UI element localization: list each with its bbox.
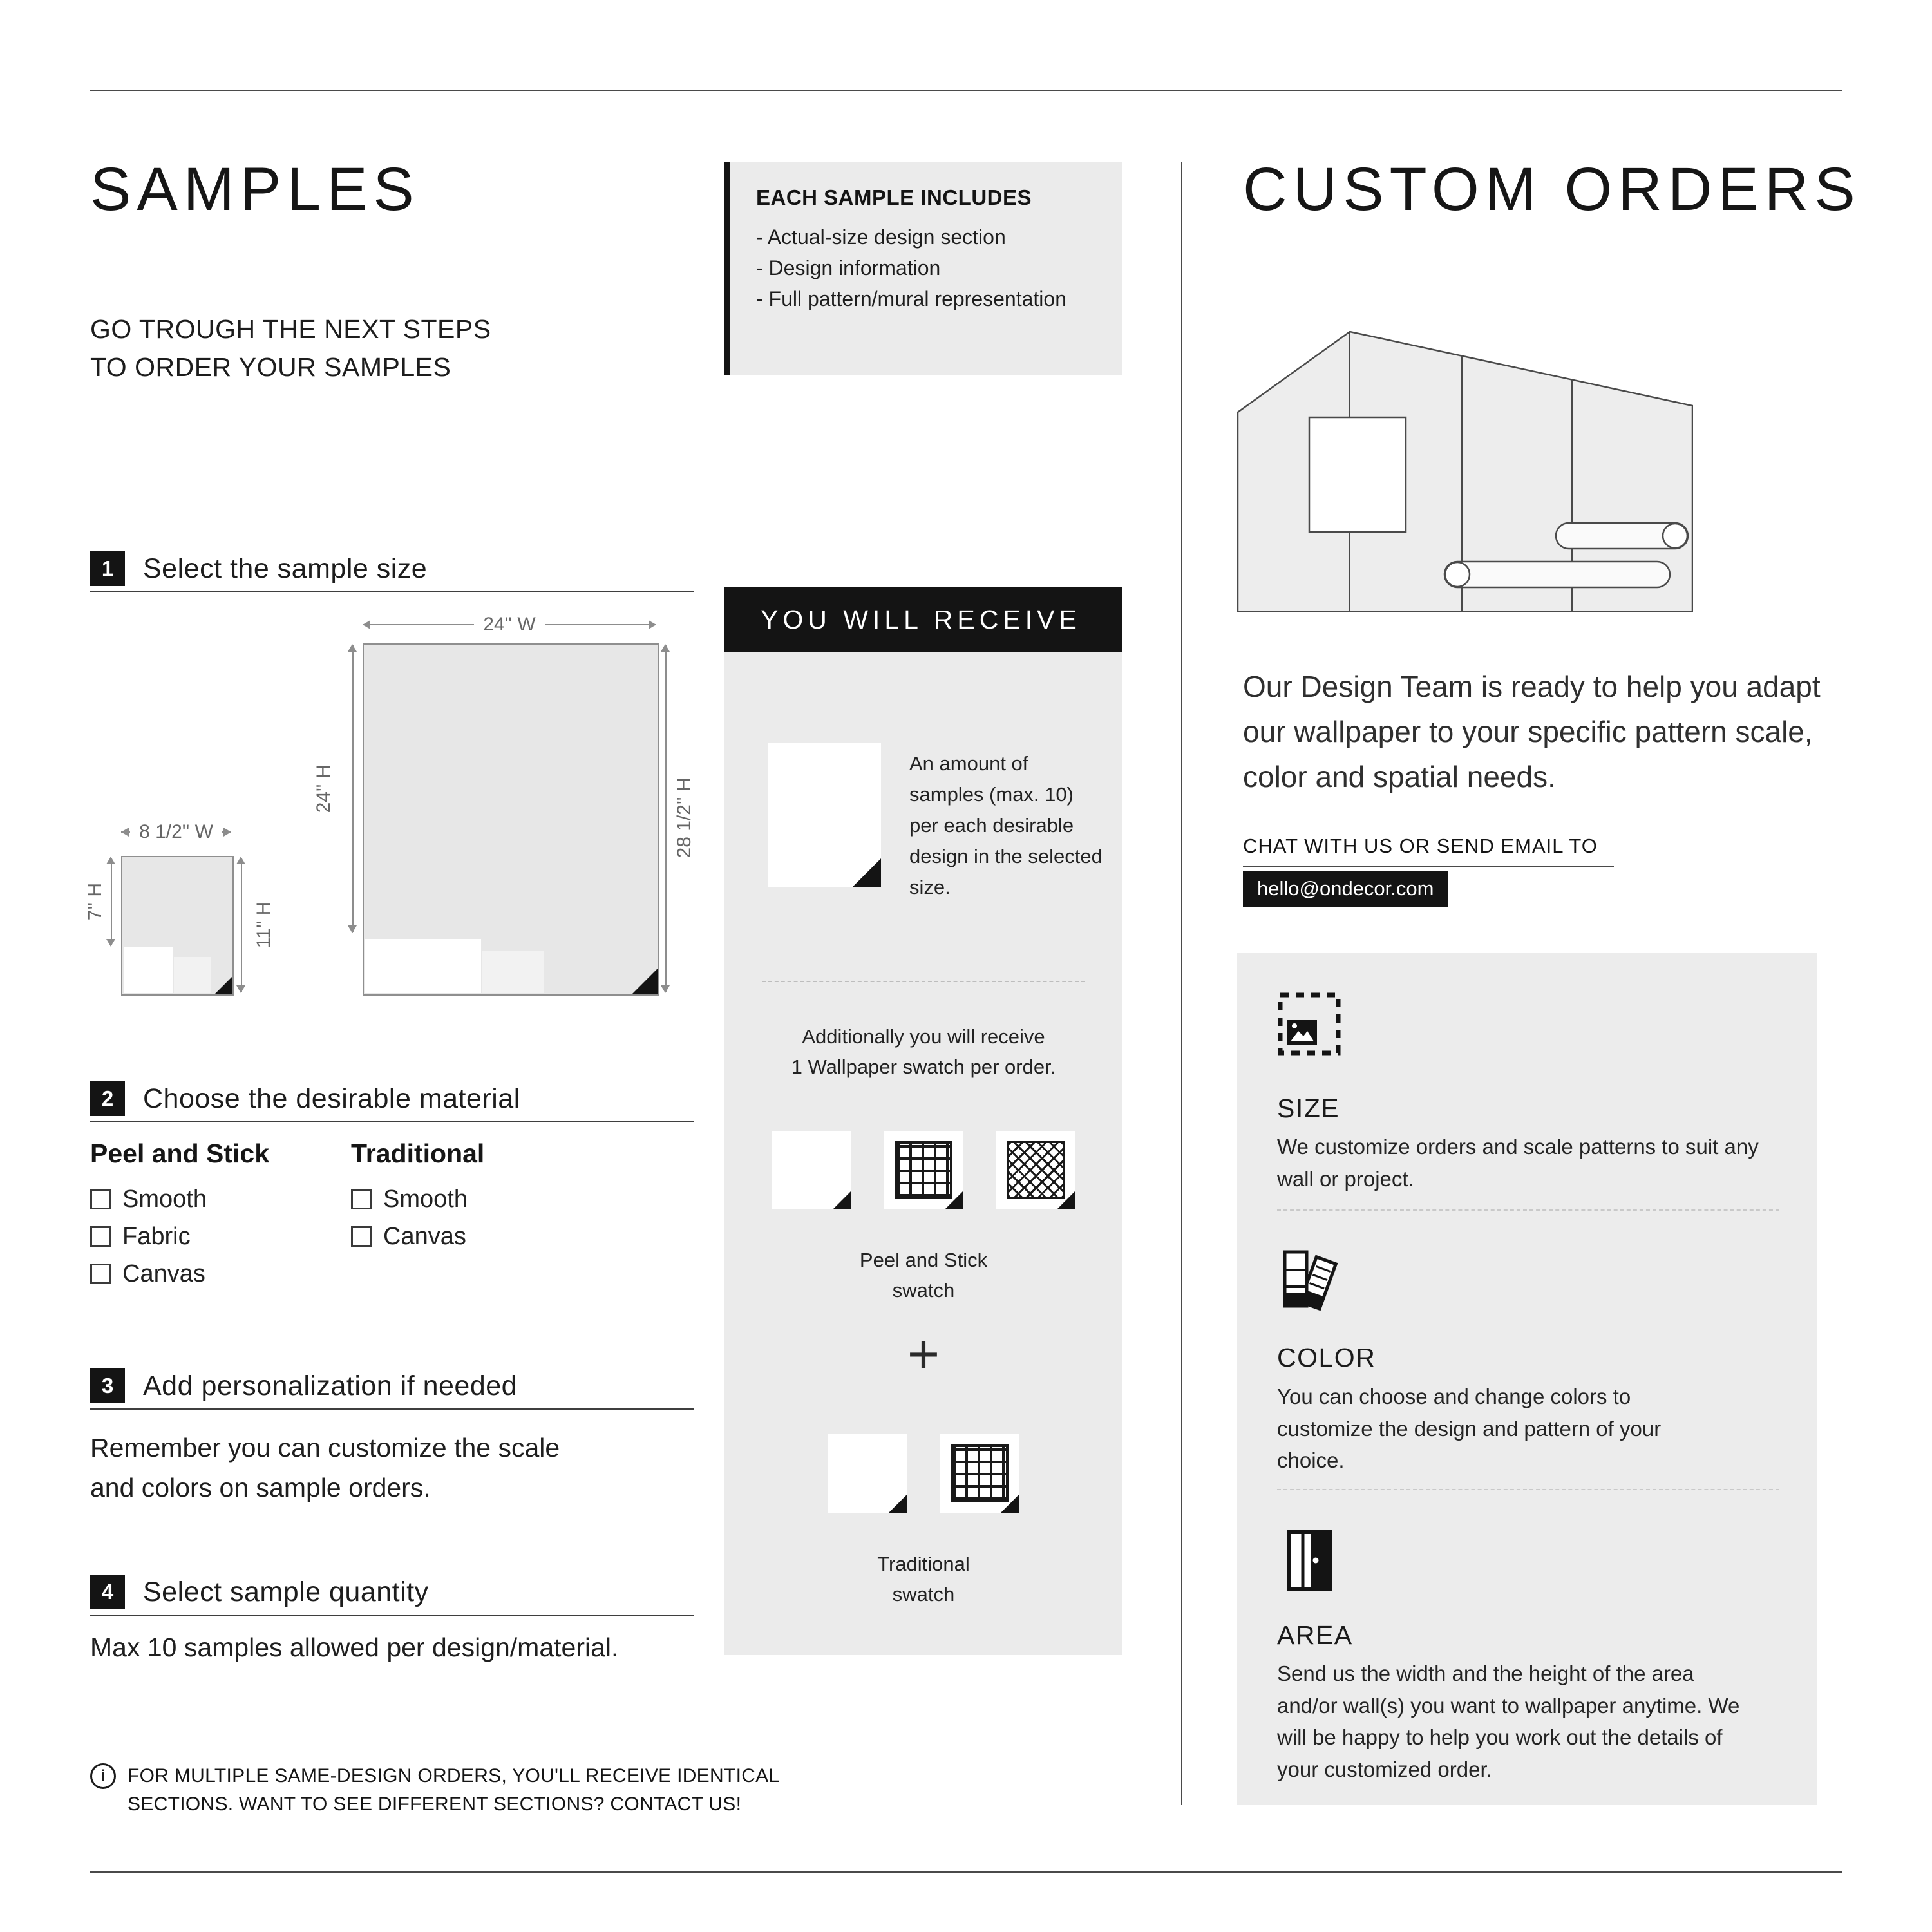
- wallpaper-frame: [1309, 417, 1406, 532]
- material-col-title: Traditional: [351, 1139, 485, 1168]
- includes-box-title: EACH SAMPLE INCLUDES: [756, 185, 1032, 209]
- sample-page-icon: [768, 743, 881, 887]
- column-divider: [1181, 162, 1182, 1805]
- dim-large-height-right-label: 28 1/2'' H: [674, 777, 695, 858]
- receive-header: [724, 587, 1122, 652]
- step-4-label: Select sample quantity: [143, 1576, 429, 1607]
- checkbox-peel-smooth[interactable]: [90, 1184, 269, 1214]
- footer-note-line1: FOR MULTIPLE SAME-DESIGN ORDERS, YOU'LL RECEIVE IDENTICAL: [128, 1765, 780, 1786]
- step-4-underline: [90, 1615, 694, 1616]
- step-1-label: Select the sample size: [143, 553, 428, 584]
- wallpaper-roll: [1444, 562, 1670, 587]
- checkbox-peel-fabric[interactable]: [90, 1222, 269, 1251]
- checkbox-traditional-canvas[interactable]: [351, 1222, 484, 1251]
- dashed-divider: [1277, 1489, 1779, 1490]
- sample-swatch-area: [174, 957, 211, 993]
- receive-panel: [724, 652, 1122, 1655]
- sample-swatch-area: [482, 951, 544, 993]
- dim-small-height-right-label: 11'' H: [253, 901, 274, 949]
- custom-features-panel: [1237, 953, 1817, 1805]
- color-swatches-icon: [1277, 1247, 1341, 1311]
- feature-color-text: You can choose and change colors to customize the design and pattern of your choice.: [1277, 1385, 1662, 1472]
- material-peel-and-stick: [90, 1139, 269, 1289]
- step-1-underline: [90, 591, 694, 592]
- fold-corner: [214, 976, 232, 994]
- option-label: Smooth: [383, 1185, 468, 1213]
- step-3-badge: 3: [90, 1368, 125, 1403]
- feature-size-title: SIZE: [1277, 1094, 1340, 1123]
- step-2-badge: 2: [90, 1081, 125, 1116]
- samples-intro-line1: GO TROUGH THE NEXT STEPS: [90, 314, 491, 344]
- plus-sign: +: [907, 1323, 940, 1385]
- includes-box: [724, 162, 1122, 375]
- footer-note-line2: SECTIONS. WANT TO SEE DIFFERENT SECTIONS? CONTACT US!: [128, 1793, 742, 1815]
- dim-small-height-right-line: [241, 858, 242, 992]
- option-label: Canvas: [122, 1260, 205, 1287]
- step-4-badge: 4: [90, 1575, 125, 1609]
- top-rule: [90, 90, 1842, 91]
- dim-large-width-label: 24'' W: [483, 614, 536, 635]
- checkbox-traditional-smooth[interactable]: [351, 1184, 484, 1214]
- samples-intro-line2: TO ORDER YOUR SAMPLES: [90, 352, 451, 383]
- house-wallpaper-illustration: [1237, 331, 1693, 612]
- step-4-header: [90, 1574, 429, 1610]
- dim-small-height-left-label: 7'' H: [84, 882, 106, 921]
- material-traditional: [351, 1139, 484, 1251]
- checkbox-icon[interactable]: [90, 1189, 111, 1209]
- swatch-plain-icon: [772, 1131, 851, 1209]
- email-link[interactable]: hello@ondecor.com: [1243, 871, 1448, 907]
- option-label: Fabric: [122, 1222, 191, 1250]
- checkbox-icon[interactable]: [90, 1226, 111, 1247]
- dim-small-width-label: 8 1/2'' W: [139, 821, 213, 842]
- step-1-header: [90, 551, 427, 587]
- dim-large-width: [363, 612, 656, 638]
- includes-item: - Actual-size design section: [756, 222, 1097, 252]
- dim-large-height-left-label: 24'' H: [313, 764, 334, 813]
- traditional-swatches-row: [724, 1434, 1122, 1513]
- checkbox-icon[interactable]: [351, 1189, 372, 1209]
- option-label: Smooth: [122, 1185, 207, 1213]
- door-area-icon: [1277, 1528, 1341, 1593]
- info-icon: [90, 1763, 116, 1789]
- swatch-grid-icon: [940, 1434, 1019, 1513]
- sample-info-area: [124, 947, 173, 993]
- bottom-rule: [90, 1871, 1842, 1873]
- peel-swatch-label: Peel and Stick swatch: [859, 1249, 988, 1302]
- step-3-header: [90, 1368, 517, 1404]
- dim-large-height-right-line: [665, 645, 667, 992]
- step-3-underline: [90, 1408, 694, 1410]
- fold-corner: [853, 858, 881, 887]
- dim-large-height-left-line: [352, 645, 354, 932]
- step-3-note: Remember you can customize the scale and colors on sample orders.: [90, 1433, 560, 1502]
- dashed-divider: [762, 981, 1085, 982]
- footer-note: [90, 1762, 779, 1818]
- step-2-underline: [90, 1121, 694, 1122]
- sample-size-large: [363, 643, 659, 996]
- includes-item: - Full pattern/mural representation: [756, 283, 1097, 314]
- material-col-title: Peel and Stick: [90, 1139, 270, 1168]
- sample-size-small: [121, 856, 234, 996]
- traditional-swatch-label: Traditional swatch: [877, 1553, 970, 1605]
- samples-title: SAMPLES: [90, 155, 420, 223]
- step-2-label: Choose the desirable material: [143, 1083, 520, 1114]
- peel-swatches-row: [724, 1131, 1122, 1209]
- receive-samples-text: An amount of samples (max. 10) per each desirable design in the selected size.: [909, 752, 1103, 899]
- step-2-header: [90, 1081, 520, 1117]
- dim-small-width: [121, 819, 231, 845]
- swatch-grid-icon: [884, 1131, 963, 1209]
- swatch-crosshatch-icon: [996, 1131, 1075, 1209]
- includes-item: - Design information: [756, 252, 1097, 283]
- feature-color-title: COLOR: [1277, 1343, 1376, 1372]
- custom-intro-text: Our Design Team is ready to help you adapt our wallpaper to your specific pattern scale, color and spatial needs.: [1243, 670, 1821, 793]
- sample-info-area: [365, 939, 481, 993]
- swatch-plain-icon: [828, 1434, 907, 1513]
- wallpaper-roll-end: [1445, 562, 1470, 587]
- dashed-divider: [1277, 1209, 1779, 1211]
- checkbox-icon[interactable]: [90, 1264, 111, 1284]
- step-4-note: Max 10 samples allowed per design/material.: [90, 1633, 619, 1662]
- wallpaper-roll-end: [1663, 524, 1687, 548]
- checkbox-peel-canvas[interactable]: [90, 1259, 269, 1289]
- checkbox-icon[interactable]: [351, 1226, 372, 1247]
- contact-label: CHAT WITH US OR SEND EMAIL TO: [1243, 835, 1614, 867]
- crop-size-icon: [1277, 992, 1341, 1056]
- step-1-badge: 1: [90, 551, 125, 586]
- option-label: Canvas: [383, 1222, 466, 1250]
- samples-intro: [90, 310, 491, 387]
- feature-size-text: We customize orders and scale patterns to suit any wall or project.: [1277, 1135, 1759, 1191]
- receive-additional-text: Additionally you will receive 1 Wallpaper swatch per order.: [791, 1025, 1056, 1078]
- custom-orders-title: CUSTOM ORDERS: [1243, 155, 1861, 223]
- dim-small-height-left-line: [111, 858, 112, 945]
- step-3-label: Add personalization if needed: [143, 1370, 518, 1401]
- feature-area-title: AREA: [1277, 1620, 1353, 1650]
- feature-area-text: Send us the width and the height of the area and/or wall(s) you want to wallpaper anytime. We will be happy to help you work out the details of your customized order.: [1277, 1662, 1740, 1781]
- fold-corner: [632, 969, 658, 994]
- receive-header-label: YOU WILL RECEIVE: [761, 604, 1081, 634]
